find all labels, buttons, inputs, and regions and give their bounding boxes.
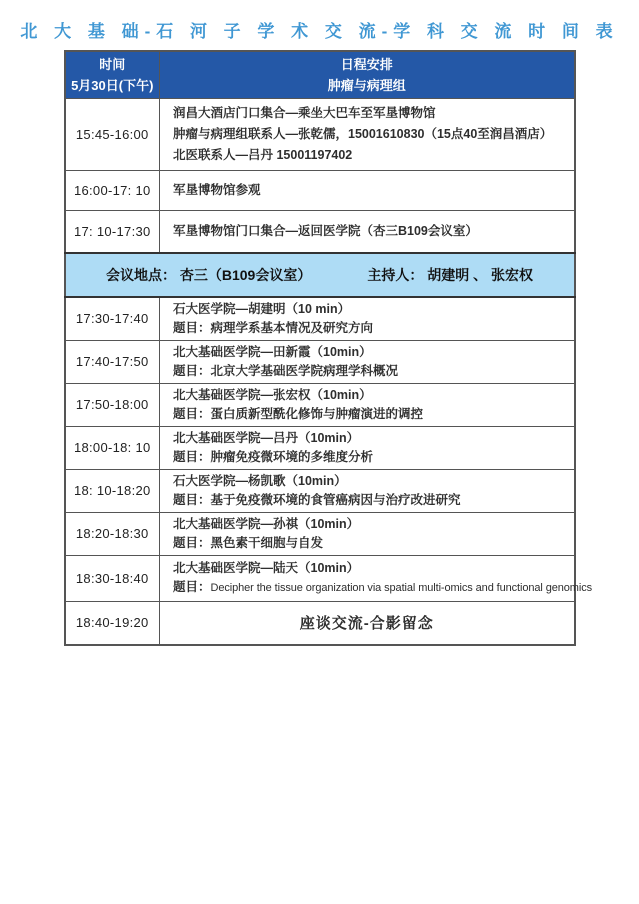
talk-row [65, 555, 575, 601]
time-cell: 15:45-16:00 [65, 99, 160, 171]
header-agenda-cell [160, 51, 575, 99]
talk-row [65, 340, 575, 383]
time-cell: 18:00-18: 10 [65, 426, 160, 469]
speaker-line: 石大医学院—杨凯歌（10min） [173, 473, 347, 488]
topic-line: 题目：肿瘤免疫微环境的多维度分析 [173, 449, 374, 464]
header-time-cell [65, 51, 160, 99]
topic-line [173, 578, 592, 598]
talk-row [65, 383, 575, 426]
meeting-info-row [65, 253, 575, 297]
meeting-info [66, 265, 574, 285]
time-cell: 16:00-17: 10 [65, 171, 160, 211]
content-cell [160, 340, 575, 383]
table-row-assembly [65, 99, 575, 171]
topic-prefix: 题目： [173, 579, 211, 594]
talk-row [65, 469, 575, 512]
content-cell [160, 426, 575, 469]
table-row-return [65, 211, 575, 253]
content-cell [160, 383, 575, 426]
table-row-museum-visit [65, 171, 575, 211]
topic-english-text: Decipher the tissue organization via spatial multi-omics and functional genomics [210, 581, 592, 594]
schedule-table [64, 50, 592, 646]
topic-line: 题目：黑色素干细胞与自发 [173, 535, 324, 550]
speaker-line: 北大基础医学院—张宏权（10min） [173, 387, 372, 402]
time-cell: 17: 10-17:30 [65, 211, 160, 253]
speaker-line: 北大基础医学院—孙祺（10min） [173, 516, 360, 531]
topic-line: 题目：蛋白质新型酰化修饰与肿瘤演进的调控 [173, 406, 424, 421]
content-cell [160, 469, 575, 512]
return-line: 军垦博物馆门口集合—返回医学院（杏三B109会议室） [173, 223, 478, 238]
content-cell [160, 211, 575, 253]
header-group-label: 肿瘤与病理组 [327, 78, 406, 93]
speaker-line: 北大基础医学院—田新霞（10min） [173, 344, 372, 359]
content-cell [160, 297, 575, 341]
meeting-info-cell [65, 253, 575, 297]
speaker-line: 北大基础医学院—陆天（10min） [173, 560, 360, 575]
header-time-label: 时间 [99, 57, 126, 72]
time-cell: 17:50-18:00 [65, 383, 160, 426]
talk-row [65, 512, 575, 555]
header-date-label: 5月30日(下午) [71, 78, 154, 93]
time-cell: 17:40-17:50 [65, 340, 160, 383]
talk-row [65, 426, 575, 469]
meeting-venue-label: 会议地点： 杏三（B109会议室） [105, 266, 312, 283]
content-cell [160, 171, 575, 211]
pku-contact-line: 北医联系人—吕丹 15001197402 [173, 148, 353, 162]
content-cell [160, 99, 575, 171]
closing-label-cell: 座谈交流-合影留念 [160, 601, 575, 645]
time-cell: 17:30-17:40 [65, 297, 160, 341]
content-cell [160, 512, 575, 555]
header-agenda-label: 日程安排 [340, 57, 393, 72]
topic-line: 题目：北京大学基础医学院病理学科概况 [173, 363, 399, 378]
time-cell: 18: 10-18:20 [65, 469, 160, 512]
closing-row [65, 601, 575, 645]
content-cell [160, 555, 592, 601]
page-title: 北 大 基 础-石 河 子 学 术 交 流-学 科 交 流 时 间 表 [20, 22, 619, 41]
museum-visit-line: 军垦博物馆参观 [173, 183, 261, 197]
talk-row [65, 297, 575, 341]
speaker-line: 北大基础医学院—吕丹（10min） [173, 430, 360, 445]
topic-line: 题目：病理学系基本情况及研究方向 [173, 320, 374, 335]
topic-line: 题目：基于免疫微环境的食管癌病因与治疗改进研究 [173, 492, 461, 507]
time-cell: 18:30-18:40 [65, 555, 160, 601]
table-header-row [65, 51, 575, 99]
group-contact-line: 肿瘤与病理组联系人—张乾儒，15001610830（15点40至润昌酒店） [173, 127, 553, 141]
time-cell: 18:40-19:20 [65, 601, 160, 645]
speaker-line: 石大医学院—胡建明（10 min） [173, 301, 351, 316]
meeting-host-label: 主持人： 胡建明 、 张宏权 [367, 266, 534, 283]
time-cell: 18:20-18:30 [65, 512, 160, 555]
assembly-line: 润昌大酒店门口集合—乘坐大巴车至军垦博物馆 [173, 106, 436, 120]
